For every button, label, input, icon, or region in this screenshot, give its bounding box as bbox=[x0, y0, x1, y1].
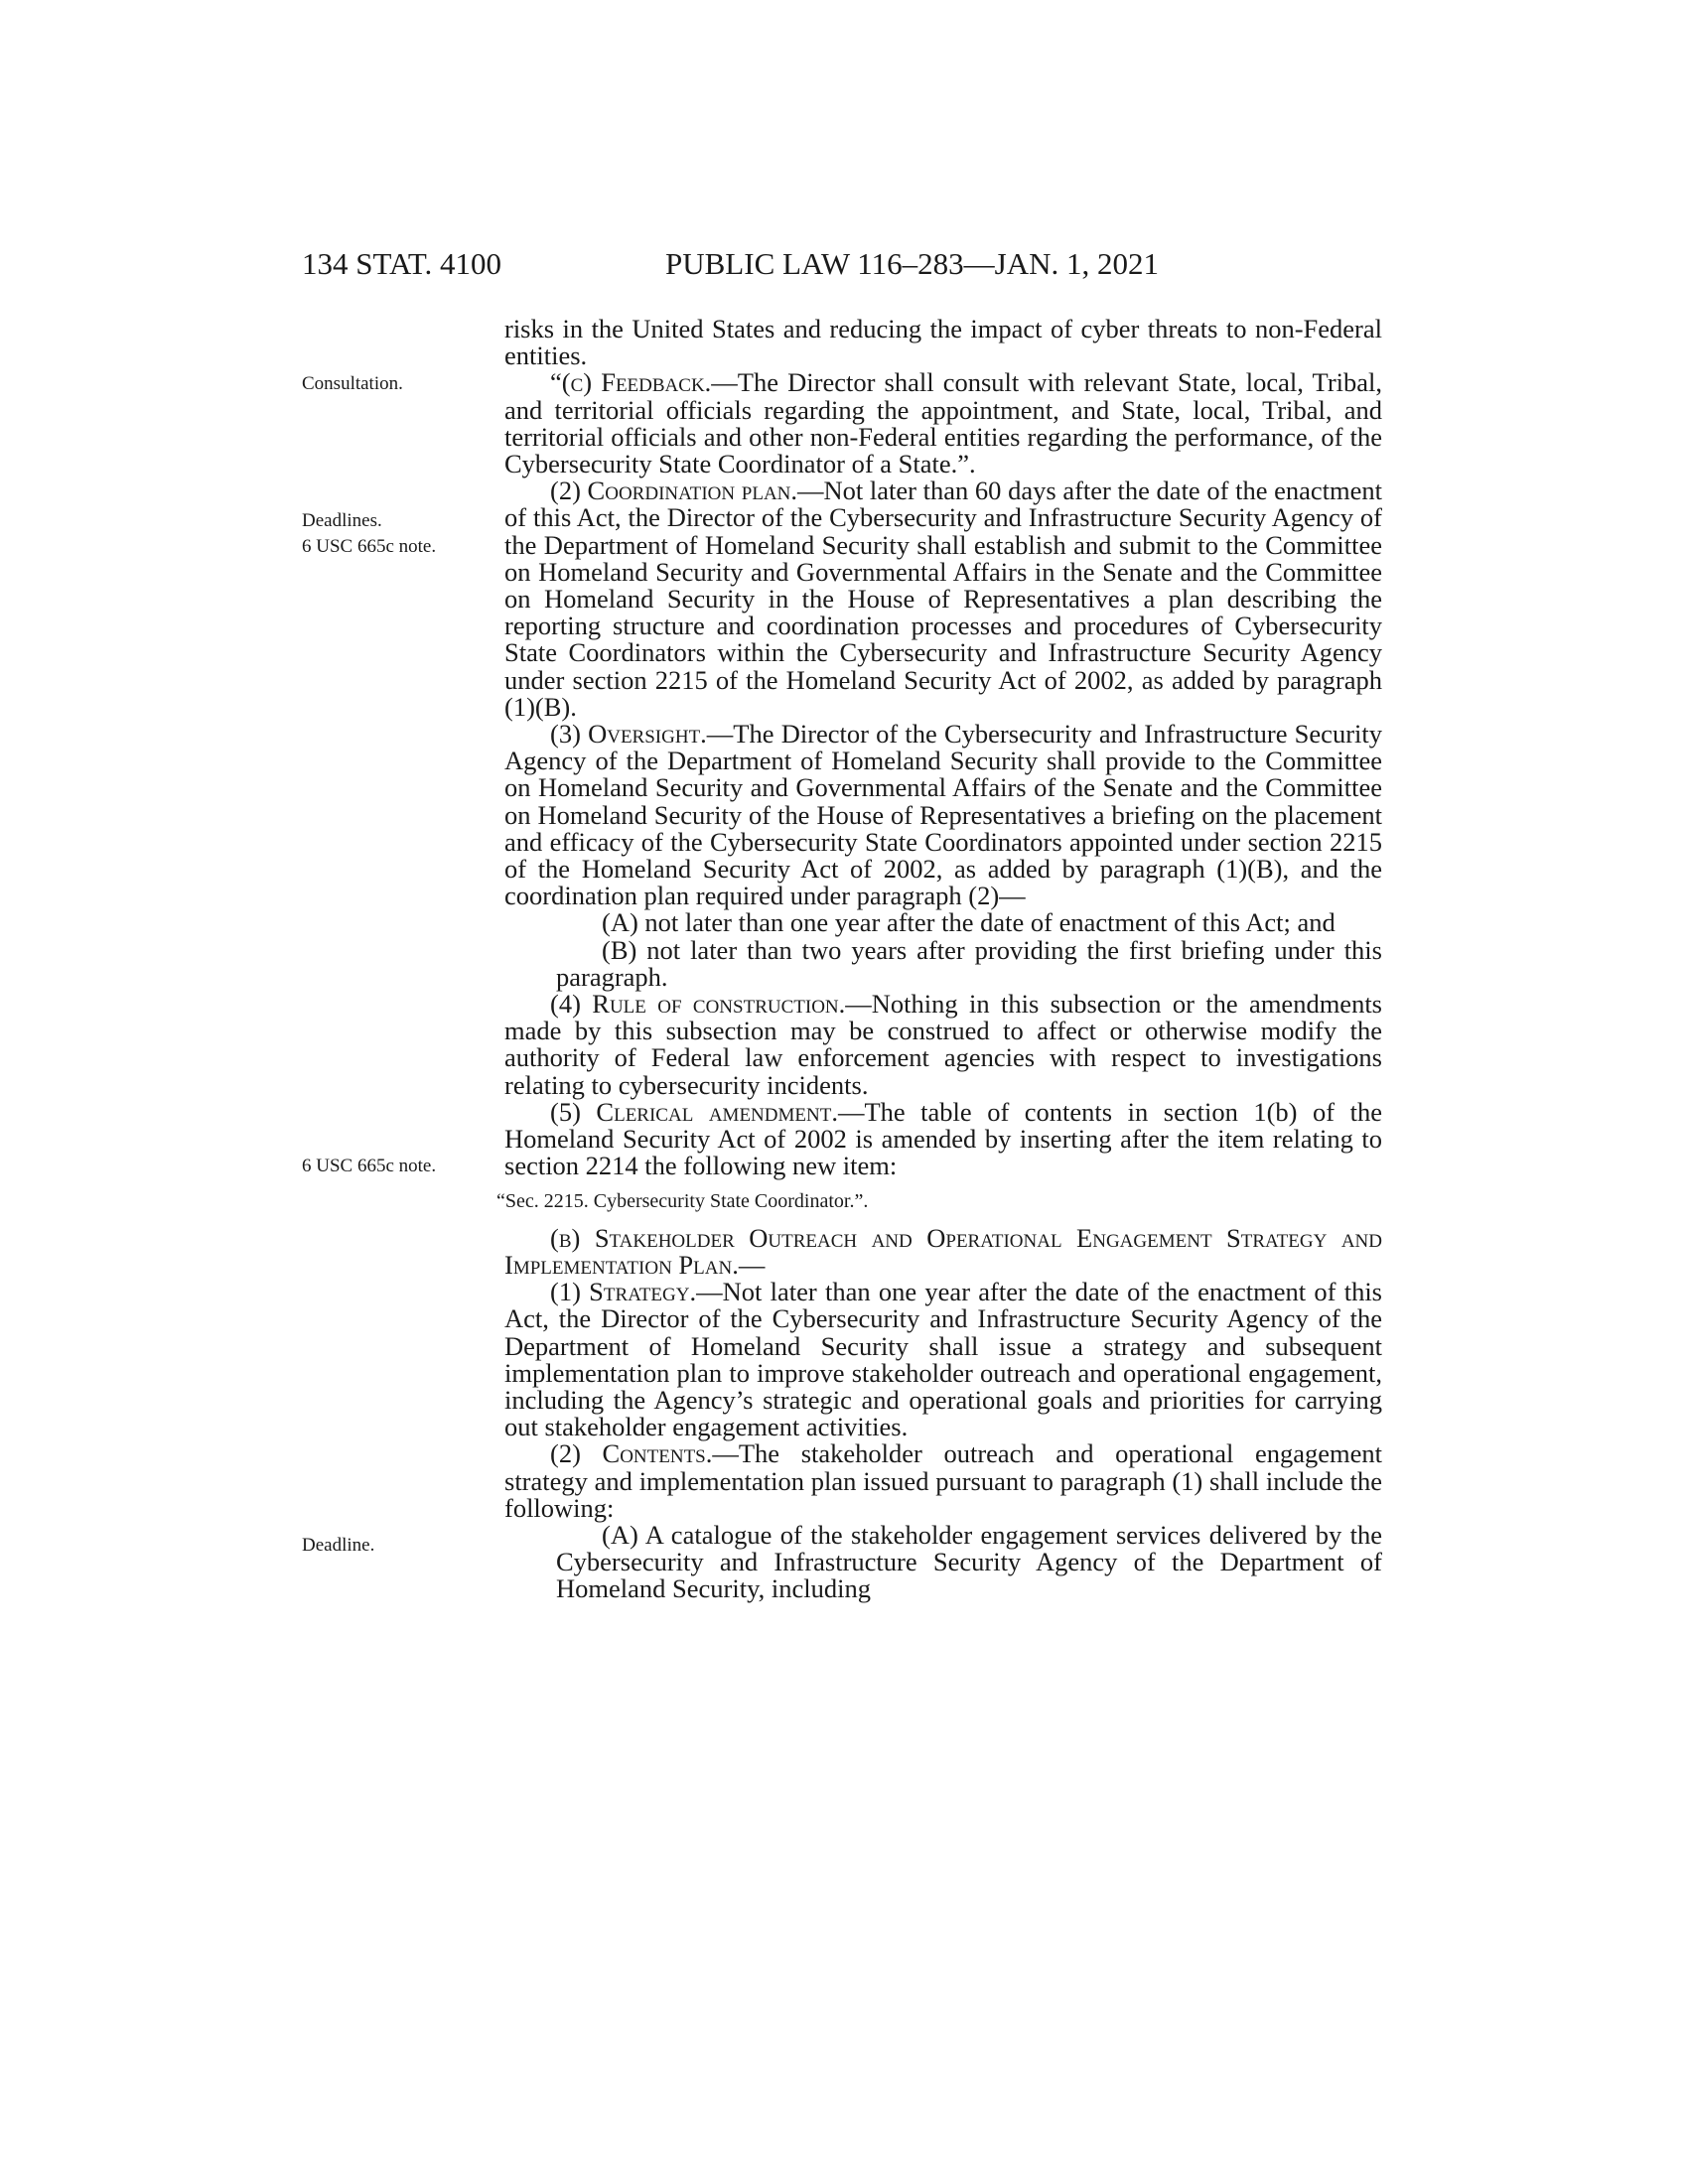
paragraph-text: —Not later than one year after the date of the enactment of this Act, the Director of the Cybersecurity and Infrastructure Security Agency of the Department of Homeland Security shall issue a strategy and subsequent implementation plan to improve stakeholder outreach and operational engagement, including the Agency’s strategic and operational goals and priorities for carrying out stakeholder engagement activities. bbox=[504, 1277, 1382, 1442]
paragraph-text: risks in the United States and reducing the impact of cyber threats to non-Federal entities. bbox=[504, 314, 1382, 371]
margin-note-usc: 6 USC 665c note. bbox=[302, 1156, 437, 1176]
subsection-heading bbox=[504, 1222, 1382, 1280]
margin-note-deadlines: Deadlines. bbox=[302, 510, 382, 531]
paragraph-heading: “(c) Feedback. bbox=[550, 367, 712, 398]
paragraph bbox=[504, 991, 1382, 1099]
subparagraph bbox=[504, 1519, 1382, 1604]
paragraph bbox=[504, 1096, 1382, 1181]
paragraph bbox=[504, 316, 1382, 369]
paragraph-heading: (2) Contents. bbox=[550, 1438, 713, 1469]
paragraph-text: —The stakeholder outreach and operational engagement strategy and implementation plan issued pursuant to paragraph (1) shall include the following: bbox=[504, 1438, 1383, 1523]
paragraph-heading: (5) Clerical amendment. bbox=[550, 1096, 838, 1127]
paragraph-text: (B) not later than two years after providing the first briefing under this paragraph. bbox=[556, 934, 1382, 992]
paragraph-heading: (2) Coordination plan. bbox=[550, 476, 798, 506]
paragraph-text: —The table of contents in section 1(b) of the Homeland Security Act of 2002 is amended by inserting after the item relating to section 2214 the following new item: bbox=[504, 1096, 1382, 1181]
margin-note-consultation: Consultation. bbox=[302, 373, 403, 394]
margin-note-usc: 6 USC 665c note. bbox=[302, 536, 437, 557]
paragraph-heading: (b) Stakeholder Outreach and Operational Engagement Strategy and Implementation Plan. bbox=[504, 1222, 1382, 1280]
paragraph-text: — bbox=[738, 1249, 766, 1280]
paragraph-heading: (3) Oversight. bbox=[550, 719, 707, 750]
paragraph bbox=[504, 1279, 1382, 1440]
paragraph-heading: (1) Strategy. bbox=[550, 1277, 697, 1307]
law-title: PUBLIC LAW 116–283—JAN. 1, 2021 bbox=[665, 246, 1159, 281]
paragraph-text: (A) A catalogue of the stakeholder engagement services delivered by the Cybersecurity and Infrastructure Security Agency of the Department of Homeland Security, including bbox=[556, 1519, 1382, 1604]
paragraph bbox=[504, 1440, 1382, 1522]
subparagraph bbox=[504, 934, 1382, 992]
margin-note-deadline: Deadline. bbox=[302, 1535, 375, 1556]
paragraph-text: —Nothing in this subsection or the amendments made by this subsection may be construed to affect or otherwise modify the authority of Federal law enforcement agencies with respect to investigations relating to cybersecurity incidents. bbox=[504, 989, 1382, 1100]
paragraph-text: —The Director shall consult with relevant State, local, Tribal, and territorial officials regarding the appointment, and State, local, Tribal, and territorial officials and other non-Federal entities regarding the performance, of the Cybersecurity State Coordinator of a State.”. bbox=[504, 367, 1383, 479]
paragraph-text: —The Director of the Cybersecurity and Infrastructure Security Agency of the Department of Homeland Security shall provide to the Committee on Homeland Security and Governmental Affairs of the Senate and the Committee on Homeland Security of the House of Representatives a briefing on the placement and efficacy of the Cybersecurity State Coordinators appointed under section 2215 of the Homeland Security Act of 2002, as added by paragraph (1)(B), and the coordination plan required under paragraph (2)— bbox=[504, 719, 1382, 911]
toc-item: “Sec. 2215. Cybersecurity State Coordinator.”. bbox=[496, 1189, 869, 1212]
statute-page-number: 134 STAT. 4100 bbox=[302, 246, 502, 281]
paragraph-text: —Not later than 60 days after the date of the enactment of this Act, the Director of the Cybersecurity and Infrastructure Security Agency of the Department of Homeland Security shall establish and submit to the Committee on Homeland Security and Governmental Affairs in the Senate and the Committee on Homeland Security in the House of Representatives a plan describing the reporting structure and coordination processes and procedures of Cybersecurity State Coordinators within the Cybersecurity and Infrastructure Security Agency under section 2215 of the Homeland Security Act of 2002, as added by paragraph (1)(B). bbox=[504, 476, 1382, 722]
paragraph bbox=[504, 369, 1382, 478]
paragraph bbox=[504, 721, 1382, 909]
paragraph bbox=[504, 478, 1382, 721]
subparagraph bbox=[504, 909, 1382, 936]
document-body bbox=[496, 314, 1383, 1604]
paragraph-heading: (4) Rule of construction. bbox=[550, 989, 846, 1020]
paragraph-text: (A) not later than one year after the date of enactment of this Act; and bbox=[602, 907, 1336, 938]
